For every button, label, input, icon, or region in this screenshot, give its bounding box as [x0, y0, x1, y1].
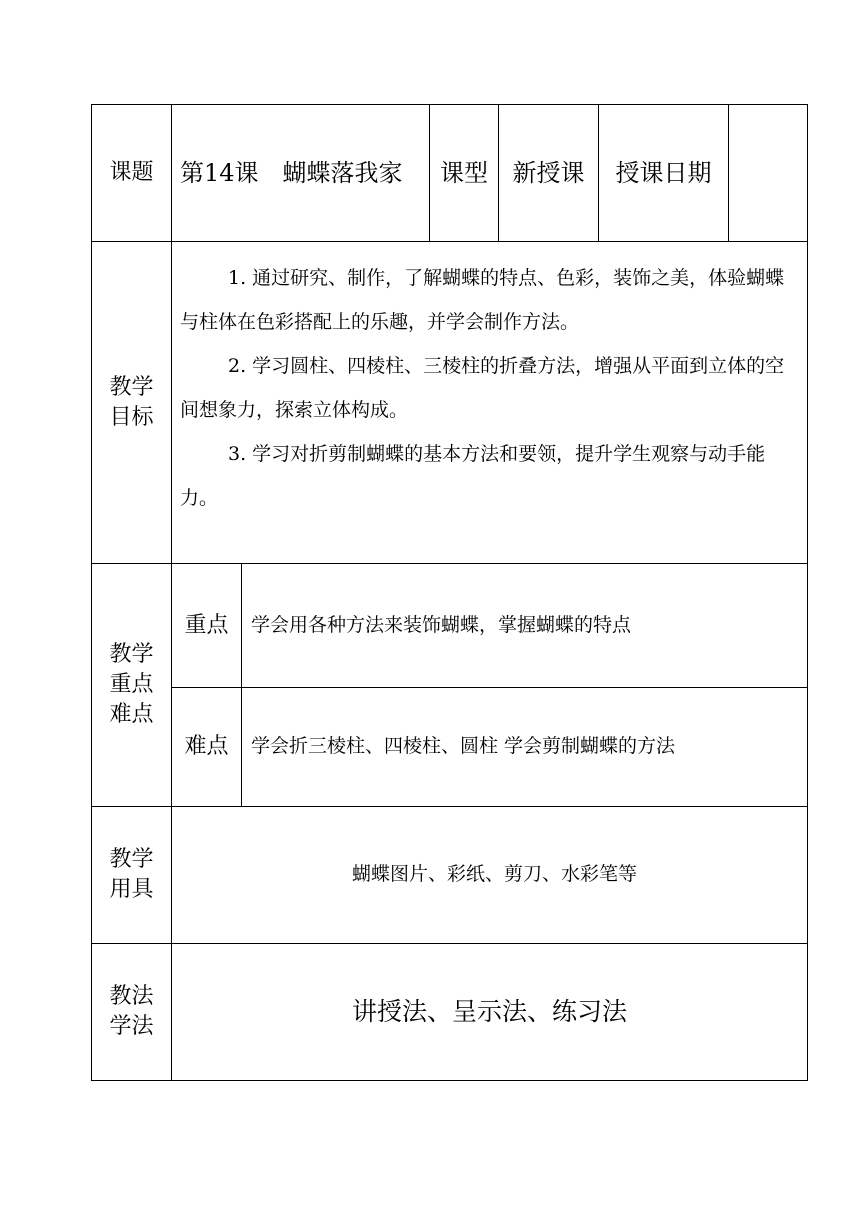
- focus-text: 学会用各种方法来装饰蝴蝶，掌握蝴蝶的特点: [251, 613, 632, 636]
- methods-text-cell: [172, 944, 808, 1081]
- objective-item-2: 2. 学习圆柱、四棱柱、三棱柱的折叠方法，增强从平面到立体的空间想象力，探索立体构成。: [180, 355, 785, 421]
- lesson-plan-table: [91, 104, 808, 1081]
- focus-row: [92, 564, 808, 688]
- type-value: 新授课: [512, 158, 585, 187]
- focus-label-cell: [172, 564, 242, 688]
- tools-label-cell: [92, 807, 172, 944]
- header-row: [92, 105, 808, 242]
- difficulty-text-cell: [242, 688, 808, 807]
- topic-label-cell: [92, 105, 172, 242]
- difficulty-label-cell: [172, 688, 242, 807]
- topic-value: 第14课 蝴蝶落我家: [180, 158, 403, 187]
- difficulty-text: 学会折三棱柱、四棱柱、圆柱 学会剪制蝴蝶的方法: [251, 735, 676, 758]
- topic-value-cell: [172, 105, 430, 242]
- tools-row: [92, 807, 808, 944]
- type-value-cell: [499, 105, 599, 242]
- focus-label: 重点: [184, 612, 229, 638]
- methods-text: 讲授法、呈示法、练习法: [352, 997, 628, 1027]
- key-points-label-line-1: 教学: [109, 642, 154, 668]
- difficulty-label: 难点: [184, 734, 229, 760]
- methods-label-line-1: 教法: [109, 984, 154, 1010]
- objectives-content: [172, 242, 808, 564]
- objective-item-1: 1. 通过研究、制作，了解蝴蝶的特点、色彩，装饰之美，体验蝴蝶与柱体在色彩搭配上的乐趣，并学会制作方法。: [180, 267, 785, 333]
- methods-label-line-2: 学法: [109, 1014, 154, 1039]
- type-label: 课型: [440, 158, 489, 187]
- tools-label-line-1: 教学: [109, 847, 154, 873]
- methods-row: [92, 944, 808, 1081]
- objectives-label-cell: [92, 242, 172, 564]
- date-label: 授课日期: [615, 158, 712, 187]
- objectives-row: [92, 242, 808, 564]
- topic-label: 课题: [109, 160, 154, 186]
- key-points-label-line-2: 重点: [109, 672, 154, 698]
- objectives-bottom-space: [180, 520, 799, 538]
- date-value-cell: [729, 105, 808, 242]
- methods-label-cell: [92, 944, 172, 1081]
- tools-text-cell: [172, 807, 808, 944]
- key-points-label-line-3: 难点: [109, 701, 154, 727]
- difficulty-row: [92, 688, 808, 807]
- tools-label-line-2: 用具: [109, 877, 154, 902]
- objective-item-3: 3. 学习对折剪制蝴蝶的基本方法和要领，提升学生观察与动手能力。: [180, 443, 766, 509]
- objectives-label-line-1: 教学: [109, 374, 154, 400]
- type-label-cell: [430, 105, 499, 242]
- objectives-label-line-2: 目标: [109, 404, 154, 430]
- key-points-label-cell: [92, 564, 172, 807]
- focus-text-cell: [242, 564, 808, 688]
- date-label-cell: [599, 105, 729, 242]
- tools-text: 蝴蝶图片、彩纸、剪刀、水彩笔等: [352, 863, 638, 886]
